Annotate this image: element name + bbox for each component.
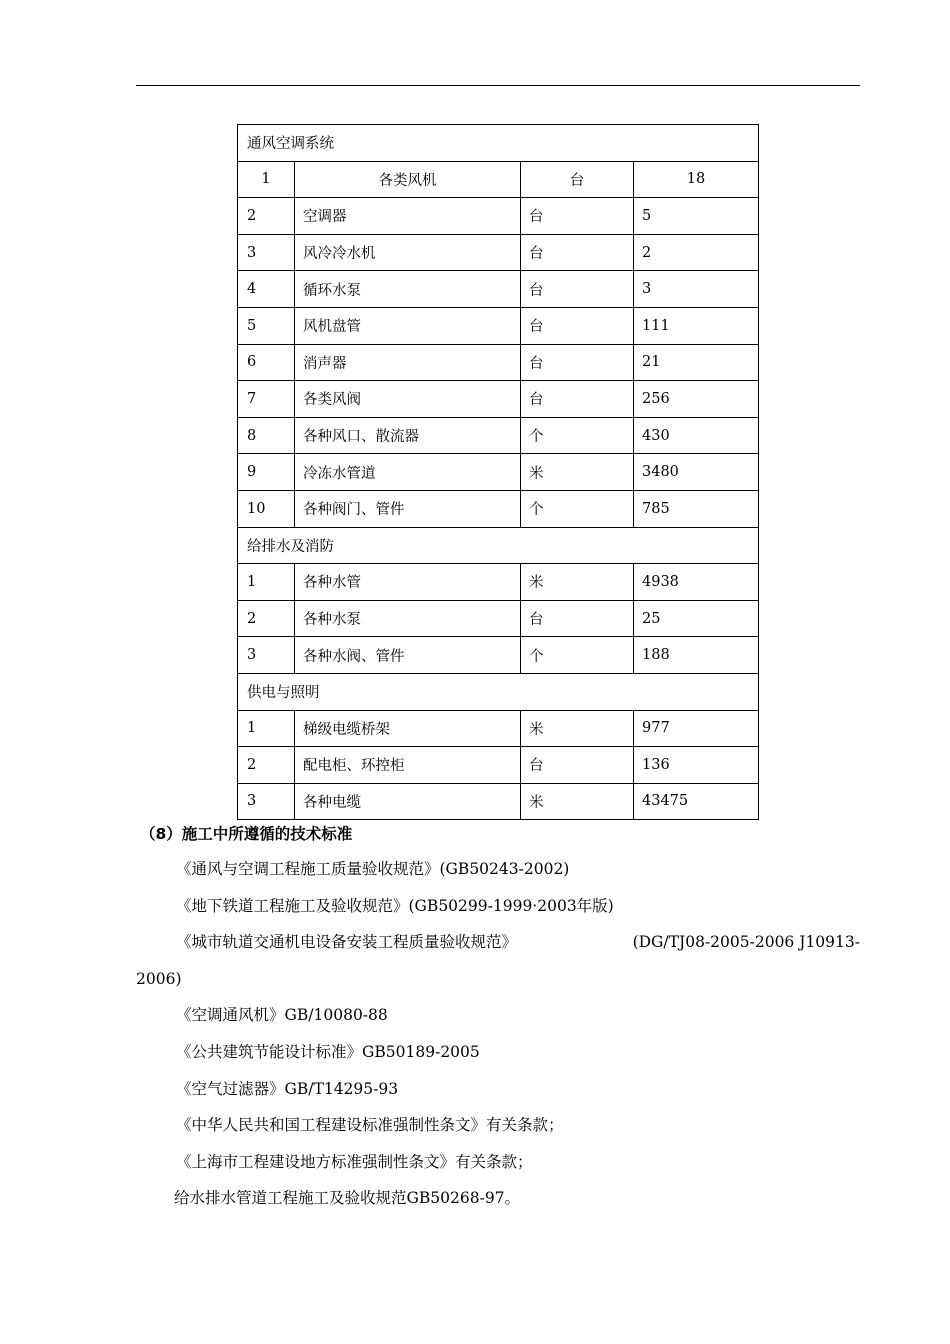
item-name: 各种电缆 bbox=[295, 783, 521, 820]
row-index: 1 bbox=[238, 161, 295, 198]
table-row bbox=[238, 454, 759, 491]
row-index: 7 bbox=[238, 381, 295, 418]
unit: 个 bbox=[521, 637, 634, 674]
unit: 台 bbox=[521, 198, 634, 235]
standard-item: 给水排水管道工程施工及验收规范GB50268-97。 bbox=[174, 1189, 521, 1208]
standard-item: 《地下铁道工程施工及验收规范》(GB50299-1999·2003年版) bbox=[176, 896, 614, 915]
unit: 米 bbox=[521, 454, 634, 491]
quantity: 430 bbox=[634, 417, 759, 454]
standard-item-continuation: 2006) bbox=[136, 969, 182, 988]
quantity: 977 bbox=[634, 710, 759, 747]
row-index: 4 bbox=[238, 271, 295, 308]
item-name: 各种水阀、管件 bbox=[295, 637, 521, 674]
quantity: 3480 bbox=[634, 454, 759, 491]
item-name: 消声器 bbox=[295, 344, 521, 381]
table-row bbox=[238, 747, 759, 784]
table-row bbox=[238, 600, 759, 637]
row-index: 10 bbox=[238, 490, 295, 527]
table-row bbox=[238, 710, 759, 747]
equipment-table-body bbox=[238, 125, 759, 820]
row-index: 3 bbox=[238, 783, 295, 820]
unit: 台 bbox=[521, 307, 634, 344]
row-index: 1 bbox=[238, 564, 295, 601]
item-name: 各种风口、散流器 bbox=[295, 417, 521, 454]
quantity: 2 bbox=[634, 234, 759, 271]
standards-heading: （8）施工中所遵循的技术标准 bbox=[140, 825, 353, 843]
table-row bbox=[238, 637, 759, 674]
table-row bbox=[238, 344, 759, 381]
item-name: 空调器 bbox=[295, 198, 521, 235]
unit: 台 bbox=[521, 381, 634, 418]
standard-item-wrapped bbox=[136, 928, 860, 965]
header-rule bbox=[136, 85, 860, 86]
quantity: 25 bbox=[634, 600, 759, 637]
standard-item: 《上海市工程建设地方标准强制性条文》有关条款； bbox=[176, 1152, 533, 1171]
standard-item: 《空气过滤器》GB/T14295-93 bbox=[176, 1079, 399, 1098]
row-index: 2 bbox=[238, 198, 295, 235]
unit: 台 bbox=[521, 344, 634, 381]
standards-list bbox=[136, 855, 860, 1221]
unit: 米 bbox=[521, 710, 634, 747]
standard-item: 《空调通风机》GB/10080-88 bbox=[176, 1006, 388, 1025]
row-index: 5 bbox=[238, 307, 295, 344]
unit: 台 bbox=[521, 600, 634, 637]
table-row bbox=[238, 271, 759, 308]
unit: 米 bbox=[521, 783, 634, 820]
row-index: 9 bbox=[238, 454, 295, 491]
unit: 台 bbox=[521, 747, 634, 784]
quantity: 18 bbox=[634, 161, 759, 198]
item-name: 配电柜、环控柜 bbox=[295, 747, 521, 784]
table-row bbox=[238, 198, 759, 235]
row-index: 3 bbox=[238, 234, 295, 271]
table-section-row bbox=[238, 673, 759, 710]
standard-item: 《公共建筑节能设计标准》GB50189-2005 bbox=[176, 1042, 480, 1061]
row-index: 8 bbox=[238, 417, 295, 454]
row-index: 2 bbox=[238, 600, 295, 637]
table-row bbox=[238, 417, 759, 454]
table-row bbox=[238, 564, 759, 601]
unit: 台 bbox=[521, 271, 634, 308]
table-row bbox=[238, 490, 759, 527]
standard-item: 《中华人民共和国工程建设标准强制性条文》有关条款； bbox=[176, 1116, 564, 1135]
item-name: 冷冻水管道 bbox=[295, 454, 521, 491]
item-name: 各种阀门、管件 bbox=[295, 490, 521, 527]
row-index: 1 bbox=[238, 710, 295, 747]
table-section-row bbox=[238, 125, 759, 162]
table-row bbox=[238, 234, 759, 271]
item-name: 风机盘管 bbox=[295, 307, 521, 344]
table-row bbox=[238, 161, 759, 198]
standard-item-title: 《城市轨道交通机电设备安装工程质量验收规范》 bbox=[176, 933, 518, 952]
quantity: 785 bbox=[634, 490, 759, 527]
unit: 台 bbox=[521, 234, 634, 271]
quantity: 3 bbox=[634, 271, 759, 308]
item-name: 风冷冷水机 bbox=[295, 234, 521, 271]
row-index: 2 bbox=[238, 747, 295, 784]
standard-item: 《通风与空调工程施工质量验收规范》(GB50243-2002) bbox=[176, 860, 570, 878]
item-name: 循环水泵 bbox=[295, 271, 521, 308]
row-index: 6 bbox=[238, 344, 295, 381]
quantity: 256 bbox=[634, 381, 759, 418]
item-name: 各种水泵 bbox=[295, 600, 521, 637]
item-name: 各种水管 bbox=[295, 564, 521, 601]
quantity: 111 bbox=[634, 307, 759, 344]
section-title: 通风空调系统 bbox=[238, 125, 759, 162]
table-row bbox=[238, 307, 759, 344]
item-name: 各类风阀 bbox=[295, 381, 521, 418]
unit: 米 bbox=[521, 564, 634, 601]
quantity: 21 bbox=[634, 344, 759, 381]
item-name: 梯级电缆桥架 bbox=[295, 710, 521, 747]
section-title: 给排水及消防 bbox=[238, 527, 759, 564]
quantity: 4938 bbox=[634, 564, 759, 601]
row-index: 3 bbox=[238, 637, 295, 674]
unit: 个 bbox=[521, 417, 634, 454]
table-row bbox=[238, 783, 759, 820]
table-section-row bbox=[238, 527, 759, 564]
equipment-table bbox=[237, 124, 759, 820]
unit: 台 bbox=[521, 161, 634, 198]
quantity: 43475 bbox=[634, 783, 759, 820]
quantity: 5 bbox=[634, 198, 759, 235]
quantity: 188 bbox=[634, 637, 759, 674]
unit: 个 bbox=[521, 490, 634, 527]
section-title: 供电与照明 bbox=[238, 673, 759, 710]
quantity: 136 bbox=[634, 747, 759, 784]
standard-item-code: (DG/TJ08-2005-2006 J10913- bbox=[632, 933, 860, 952]
table-row bbox=[238, 381, 759, 418]
item-name: 各类风机 bbox=[295, 161, 521, 198]
